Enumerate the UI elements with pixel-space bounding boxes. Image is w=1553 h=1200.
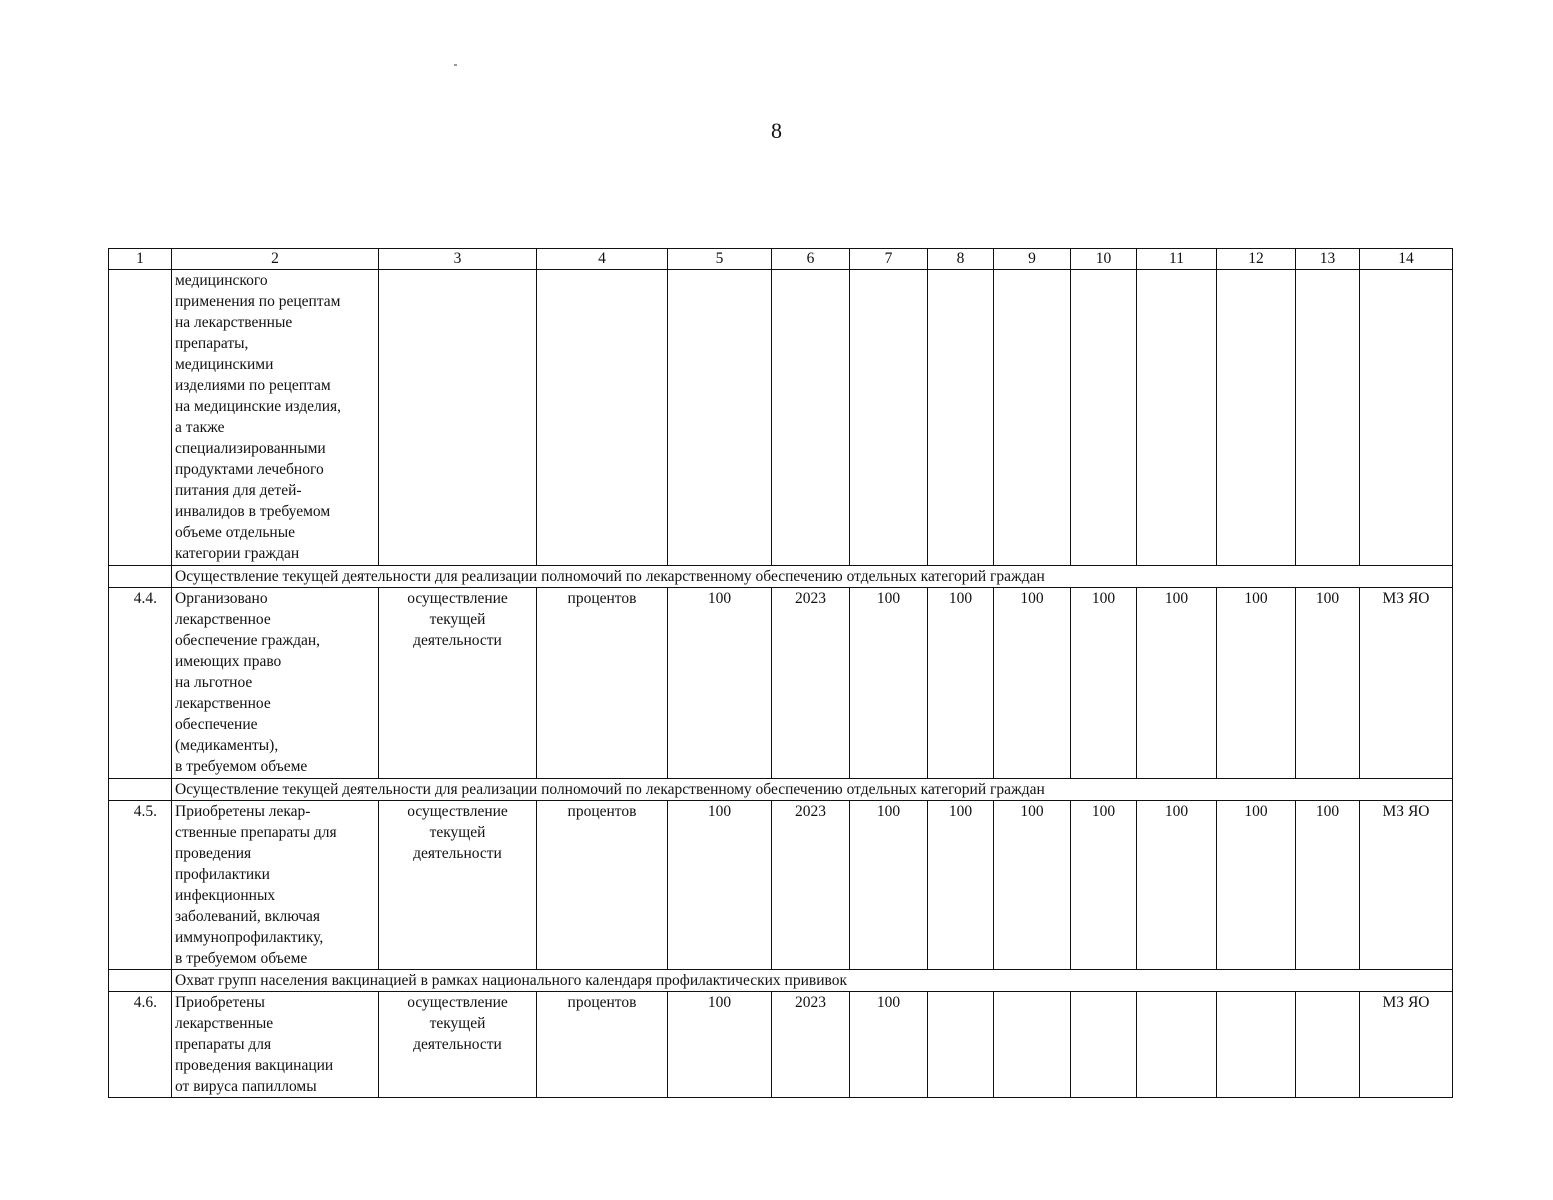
- column-header: 5: [668, 249, 772, 270]
- table-cell: 100: [994, 588, 1071, 779]
- column-header: 3: [379, 249, 537, 270]
- row-number: 4.5.: [109, 801, 172, 970]
- table-cell: 100: [850, 588, 928, 779]
- column-header: 2: [172, 249, 379, 270]
- indicators-table: [108, 248, 1453, 1098]
- table-cell: [1217, 992, 1296, 1098]
- section-band: Осуществление текущей деятельности для реализации полномочий по лекарственному обеспечению отдельных категорий граждан: [172, 566, 1453, 588]
- table-cell: 100: [668, 992, 772, 1098]
- row-number: 4.6.: [109, 992, 172, 1098]
- table-cell: 100: [668, 588, 772, 779]
- column-header: 1: [109, 249, 172, 270]
- indicator-name: Приобретены лекар- ственные препараты для проведения профилактики инфекционных заболеваний, включая иммунопрофилактику, в требуемом объеме: [172, 801, 379, 970]
- responsible-body: МЗ ЯО: [1360, 992, 1453, 1098]
- section-band: Охват групп населения вакцинацией в рамках национального календаря профилактических прививок: [172, 970, 1453, 992]
- row-number: 4.4.: [109, 588, 172, 779]
- section-band-row: [109, 970, 1453, 992]
- table-row: [109, 992, 1453, 1098]
- table-cell: [1137, 992, 1217, 1098]
- column-header: 12: [1217, 249, 1296, 270]
- column-header: 7: [850, 249, 928, 270]
- indicator-name: Организовано лекарственное обеспечение граждан, имеющих право на льготное лекарственное обеспечение (медикаменты), в требуемом объеме: [172, 588, 379, 779]
- table-cell: 2023: [772, 801, 850, 970]
- table-cell: 100: [928, 801, 994, 970]
- table-row: [109, 801, 1453, 970]
- unit: процентов: [537, 992, 668, 1098]
- section-band-row: [109, 566, 1453, 588]
- indicator-name: медицинского применения по рецептам на лекарственные препараты, медицинскими изделиями по рецептам на медицинские изделия, а также специализированными продуктами лечебного питания для детей- инвалидов в требуемом объеме отдельные категории граждан: [172, 270, 379, 566]
- table-cell: [928, 992, 994, 1098]
- table-cell: 100: [1296, 588, 1360, 779]
- table-cell: 100: [1137, 588, 1217, 779]
- scan-speck: [454, 64, 457, 66]
- unit: процентов: [537, 588, 668, 779]
- table-cell: 100: [668, 801, 772, 970]
- responsible-body: МЗ ЯО: [1360, 801, 1453, 970]
- table-cell: 100: [1217, 801, 1296, 970]
- table-cell: 100: [1217, 588, 1296, 779]
- table-cell: [1071, 992, 1137, 1098]
- table-cell: 100: [1071, 801, 1137, 970]
- table-cell: 100: [1071, 588, 1137, 779]
- column-header: 13: [1296, 249, 1360, 270]
- table-cell: [994, 992, 1071, 1098]
- table-row: [109, 588, 1453, 779]
- column-header: 11: [1137, 249, 1217, 270]
- responsible-body: МЗ ЯО: [1360, 588, 1453, 779]
- indicator-type: осуществление текущей деятельности: [379, 588, 537, 779]
- column-header: 14: [1360, 249, 1453, 270]
- table-row: [109, 270, 1453, 566]
- section-band: Осуществление текущей деятельности для реализации полномочий по лекарственному обеспечению отдельных категорий граждан: [172, 779, 1453, 801]
- indicator-type: осуществление текущей деятельности: [379, 992, 537, 1098]
- indicator-name: Приобретены лекарственные препараты для проведения вакцинации от вируса папилломы: [172, 992, 379, 1098]
- column-header: 8: [928, 249, 994, 270]
- table-cell: 100: [850, 992, 928, 1098]
- column-header: 4: [537, 249, 668, 270]
- table-cell: [1296, 992, 1360, 1098]
- column-header: 9: [994, 249, 1071, 270]
- column-header: 6: [772, 249, 850, 270]
- table-cell: 100: [928, 588, 994, 779]
- table-cell: 100: [1296, 801, 1360, 970]
- page-number: 8: [771, 118, 782, 143]
- section-band-row: [109, 779, 1453, 801]
- table-cell: 2023: [772, 992, 850, 1098]
- table-cell: 2023: [772, 588, 850, 779]
- table-cell: 100: [1137, 801, 1217, 970]
- table-cell: 100: [850, 801, 928, 970]
- indicator-type: осуществление текущей деятельности: [379, 801, 537, 970]
- header-row: [109, 249, 1453, 270]
- unit: процентов: [537, 801, 668, 970]
- column-header: 10: [1071, 249, 1137, 270]
- table-cell: 100: [994, 801, 1071, 970]
